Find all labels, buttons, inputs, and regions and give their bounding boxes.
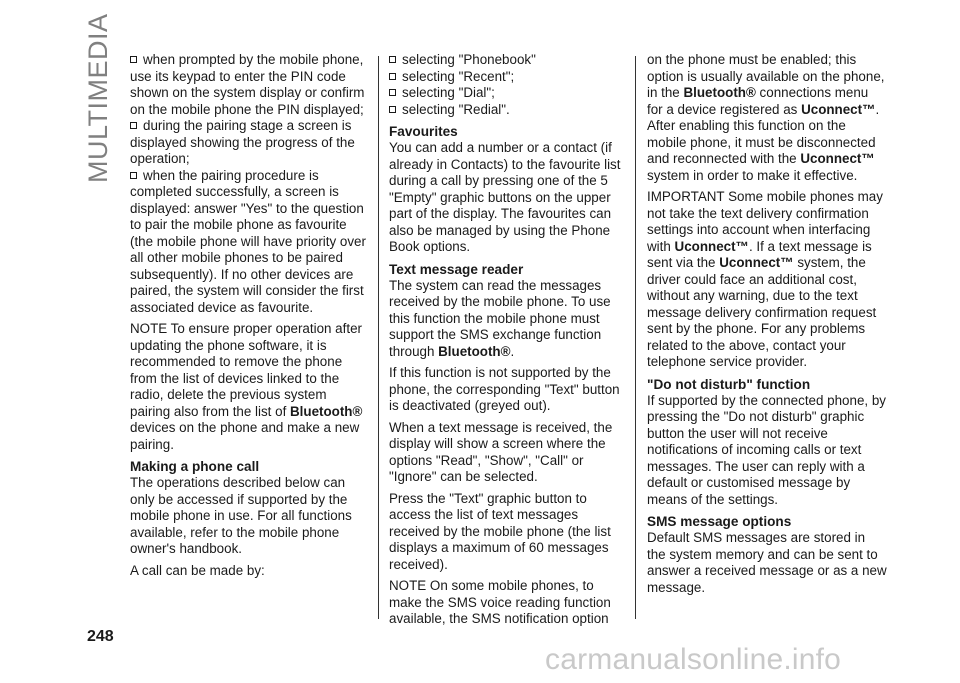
text-column-3 xyxy=(647,52,887,601)
checkbox-bullet-icon xyxy=(389,56,396,63)
paragraph: The system can read the messages received by the mobile phone. To use this function the mobile phone must support the SMS exchange function through Bluetooth®. xyxy=(389,277,611,359)
heading-favourites: Favourites xyxy=(389,124,458,139)
checkbox-bullet-icon xyxy=(389,106,396,113)
page-number: 248 xyxy=(87,628,114,645)
checkbox-bullet-icon xyxy=(130,56,137,63)
column-divider xyxy=(378,56,379,619)
heading-text-message-reader: Text message reader xyxy=(389,261,524,277)
bullet-item: selecting "Redial". xyxy=(389,102,629,119)
note-paragraph: NOTE To ensure proper operation after updating the phone software, it is recommended to remove the phone from the list of devices linked to the radio, delete the previous system pairing also from the list of Bluetooth® devices on the phone and make a new pairing. xyxy=(130,321,363,452)
bullet-item: during the pairing stage a screen is displayed showing the progress of the operation; xyxy=(130,118,355,166)
checkbox-bullet-icon xyxy=(389,73,396,80)
paragraph: The operations described below can only be accessed if supported by the mobile phone in use. For all functions available, refer to the mobile phone owner's handbook. xyxy=(130,475,352,556)
bullet-item: selecting "Phonebook" xyxy=(389,52,629,69)
important-paragraph: IMPORTANT Some mobile phones may not take the text delivery confirmation settings into account when interfacing with Uconnect™. If a text message is sent via the Uconnect™ system, the driver could face an additional cost, without any warning, due to the text message delivery confirmation request sent by the phone. For any problems related to the above, contact your telephone service provider. xyxy=(647,189,883,369)
text-column-2 xyxy=(389,52,629,633)
heading-do-not-disturb: "Do not disturb" function xyxy=(647,376,811,392)
paragraph: on the phone must be enabled; this option is usually available on the phone, in the Bluetooth® connections menu for a device registered as Uconnect™. After enabling this function on the mobile phone, it must be disconnected and reconnected with the Uconnect™ system in order to make it effective. xyxy=(647,52,885,183)
checkbox-bullet-icon xyxy=(389,89,396,96)
watermark: carmanualsonline.info xyxy=(545,643,842,676)
bullet-item: selecting "Dial"; xyxy=(389,85,629,102)
bullet-item: when prompted by the mobile phone, use its keypad to enter the PIN code shown on the system display or confirm on the mobile phone the PIN displayed; xyxy=(130,52,365,117)
paragraph: When a text message is received, the display will show a screen where the options "Read", "Show", "Call" or "Ignore" can be selected. xyxy=(389,419,613,484)
text-column-1 xyxy=(130,52,370,584)
bullet-item: when the pairing procedure is completed successfully, a screen is displayed: answer "Yes" to the question to pair the mobile phone as favourite (the mobile phone will have priority over all other mobile phones to be paired subsequently). If no other devices are paired, the system will consider the first associated device as favourite. xyxy=(130,167,366,315)
paragraph: Press the "Text" graphic button to access the list of text messages received by the mobile phone (the list displays a maximum of 60 messages received). xyxy=(389,490,611,572)
paragraph: Default SMS messages are stored in the system memory and can be sent to answer a received message or as a new message. xyxy=(647,530,887,595)
bullet-item: selecting "Recent"; xyxy=(389,69,629,86)
heading-sms-options: SMS message options xyxy=(647,514,792,529)
column-divider xyxy=(635,56,636,619)
checkbox-bullet-icon xyxy=(130,172,137,179)
paragraph: You can add a number or a contact (if already in Contacts) to the favourite list during a call by pressing one of the 5 "Empty" graphic buttons on the upper part of the display. The favourites can also be managed by using the Phone Book options. xyxy=(389,140,621,254)
section-title: MULTIMEDIA xyxy=(83,13,113,183)
paragraph: If this function is not supported by the phone, the corresponding "Text" button is deactivated (greyed out). xyxy=(389,365,620,413)
note-paragraph: NOTE On some mobile phones, to make the SMS voice reading function available, the SMS notification option xyxy=(389,578,611,626)
paragraph: A call can be made by: xyxy=(130,562,265,578)
heading-making-call: Making a phone call xyxy=(130,459,260,474)
paragraph: If supported by the connected phone, by pressing the "Do not disturb" graphic button the user will not receive notifications of incoming calls or text messages. The user can reply with a default or customised message by means of the settings. xyxy=(647,392,886,507)
checkbox-bullet-icon xyxy=(130,122,137,129)
